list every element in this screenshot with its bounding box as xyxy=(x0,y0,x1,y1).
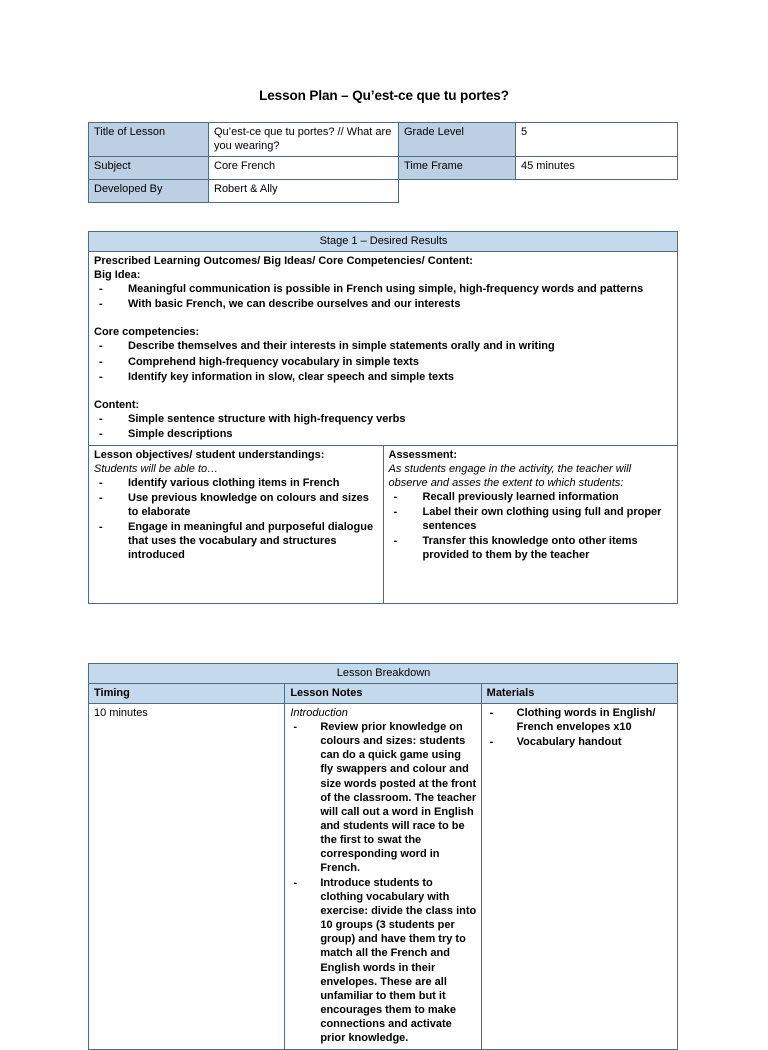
list-item: - Introduce students to clothing vocabulary with exercise: divide the class into 10 groups (3 students per group) and have them try to match all the French and English words in their envelopes. These are all unfamiliar to them but it encourages them to make connections and activate prior knowledge. xyxy=(290,876,476,1045)
list-item: - Vocabulary handout xyxy=(487,735,673,749)
list-item: - Meaningful communication is possible in French using simple, high-frequency words and patterns xyxy=(94,282,673,296)
table-row xyxy=(89,664,678,684)
spacer xyxy=(94,312,673,325)
assessment-cell xyxy=(383,445,678,603)
time-frame-label: Time Frame xyxy=(399,157,516,180)
list-item: - Simple sentence structure with high-frequency verbs xyxy=(94,412,673,426)
table-row xyxy=(89,232,678,252)
empty-cell xyxy=(399,180,516,203)
page-title: Lesson Plan – Qu’est-ce que tu portes? xyxy=(259,88,509,103)
row-timing: 10 minutes xyxy=(89,704,285,1050)
big-idea-list xyxy=(94,282,673,311)
table-row xyxy=(89,252,678,446)
table-row xyxy=(89,704,678,1050)
stage1-outcomes-cell xyxy=(89,252,678,446)
list-item: - Engage in meaningful and purposeful dialogue that uses the vocabulary and structures introduced xyxy=(94,520,379,562)
list-item: - Comprehend high-frequency vocabulary in simple texts xyxy=(94,355,673,369)
table-row xyxy=(89,157,678,180)
lesson-info-table xyxy=(88,122,678,203)
objectives-list xyxy=(94,476,379,562)
subject-label: Subject xyxy=(89,157,209,180)
list-item: - Label their own clothing using full and proper sentences xyxy=(389,505,674,533)
notes-list xyxy=(290,720,476,1045)
notes-heading: Introduction xyxy=(290,707,348,720)
list-item: - Transfer this knowledge onto other items provided to them by the teacher xyxy=(389,534,674,562)
title-of-lesson-label: Title of Lesson xyxy=(89,123,209,157)
title-of-lesson-value: Qu’est-ce que tu portes? // What are you wearing? xyxy=(209,123,399,157)
lesson-breakdown-table xyxy=(88,663,678,1050)
table-row xyxy=(89,180,678,203)
grade-level-label: Grade Level xyxy=(399,123,516,157)
objectives-cell xyxy=(89,445,384,603)
table-row xyxy=(89,445,678,603)
subject-value: Core French xyxy=(209,157,399,180)
list-item: - Clothing words in English/ French envelopes x10 xyxy=(487,706,673,734)
assessment-intro: As students engage in the activity, the teacher will observe and asses the extent to which students: xyxy=(388,463,632,490)
table-row xyxy=(89,123,678,157)
developed-by-label: Developed By xyxy=(89,180,209,203)
column-header-materials: Materials xyxy=(481,684,677,704)
row-lesson-notes xyxy=(285,704,481,1050)
objectives-heading: Lesson objectives/ student understandings: xyxy=(94,448,325,461)
time-frame-value: 45 minutes xyxy=(516,157,678,180)
table-row xyxy=(89,684,678,704)
assessment-heading: Assessment: xyxy=(388,448,457,461)
stage1-header-bar: Stage 1 – Desired Results xyxy=(89,232,678,252)
list-item: - Recall previously learned information xyxy=(389,490,674,504)
empty-cell xyxy=(516,180,678,203)
content-heading: Content: xyxy=(94,398,140,411)
list-item: - Identify key information in slow, clear speech and simple texts xyxy=(94,370,673,384)
list-item: - Use previous knowledge on colours and sizes to elaborate xyxy=(94,491,379,519)
materials-list xyxy=(487,706,673,749)
breakdown-header-bar: Lesson Breakdown xyxy=(89,664,678,684)
column-header-lesson-notes: Lesson Notes xyxy=(285,684,481,704)
list-item: - Simple descriptions xyxy=(94,427,673,441)
column-header-timing: Timing xyxy=(89,684,285,704)
stage1-table xyxy=(88,231,678,604)
list-item: - Describe themselves and their interests in simple statements orally and in writing xyxy=(94,339,673,353)
list-item: - With basic French, we can describe ourselves and our interests xyxy=(94,297,673,311)
grade-level-value: 5 xyxy=(516,123,678,157)
list-item: - Identify various clothing items in French xyxy=(94,476,379,490)
row-materials xyxy=(481,704,677,1050)
list-item: - Review prior knowledge on colours and sizes: students can do a quick game using fly swappers and colour and size words posted at the front of the classroom. The teacher will call out a word in English and students will race to be the first to swat the corresponding word in French. xyxy=(290,720,476,875)
assessment-list xyxy=(389,490,674,562)
spacer xyxy=(94,385,673,398)
outcomes-heading: Prescribed Learning Outcomes/ Big Ideas/ Core Competencies/ Content: xyxy=(94,255,473,268)
competencies-heading: Core competencies: xyxy=(94,326,200,339)
content-list xyxy=(94,412,673,441)
big-idea-heading: Big Idea: xyxy=(94,269,141,282)
objectives-intro: Students will be able to… xyxy=(94,463,219,476)
developed-by-value: Robert & Ally xyxy=(209,180,399,203)
competencies-list xyxy=(94,339,673,383)
